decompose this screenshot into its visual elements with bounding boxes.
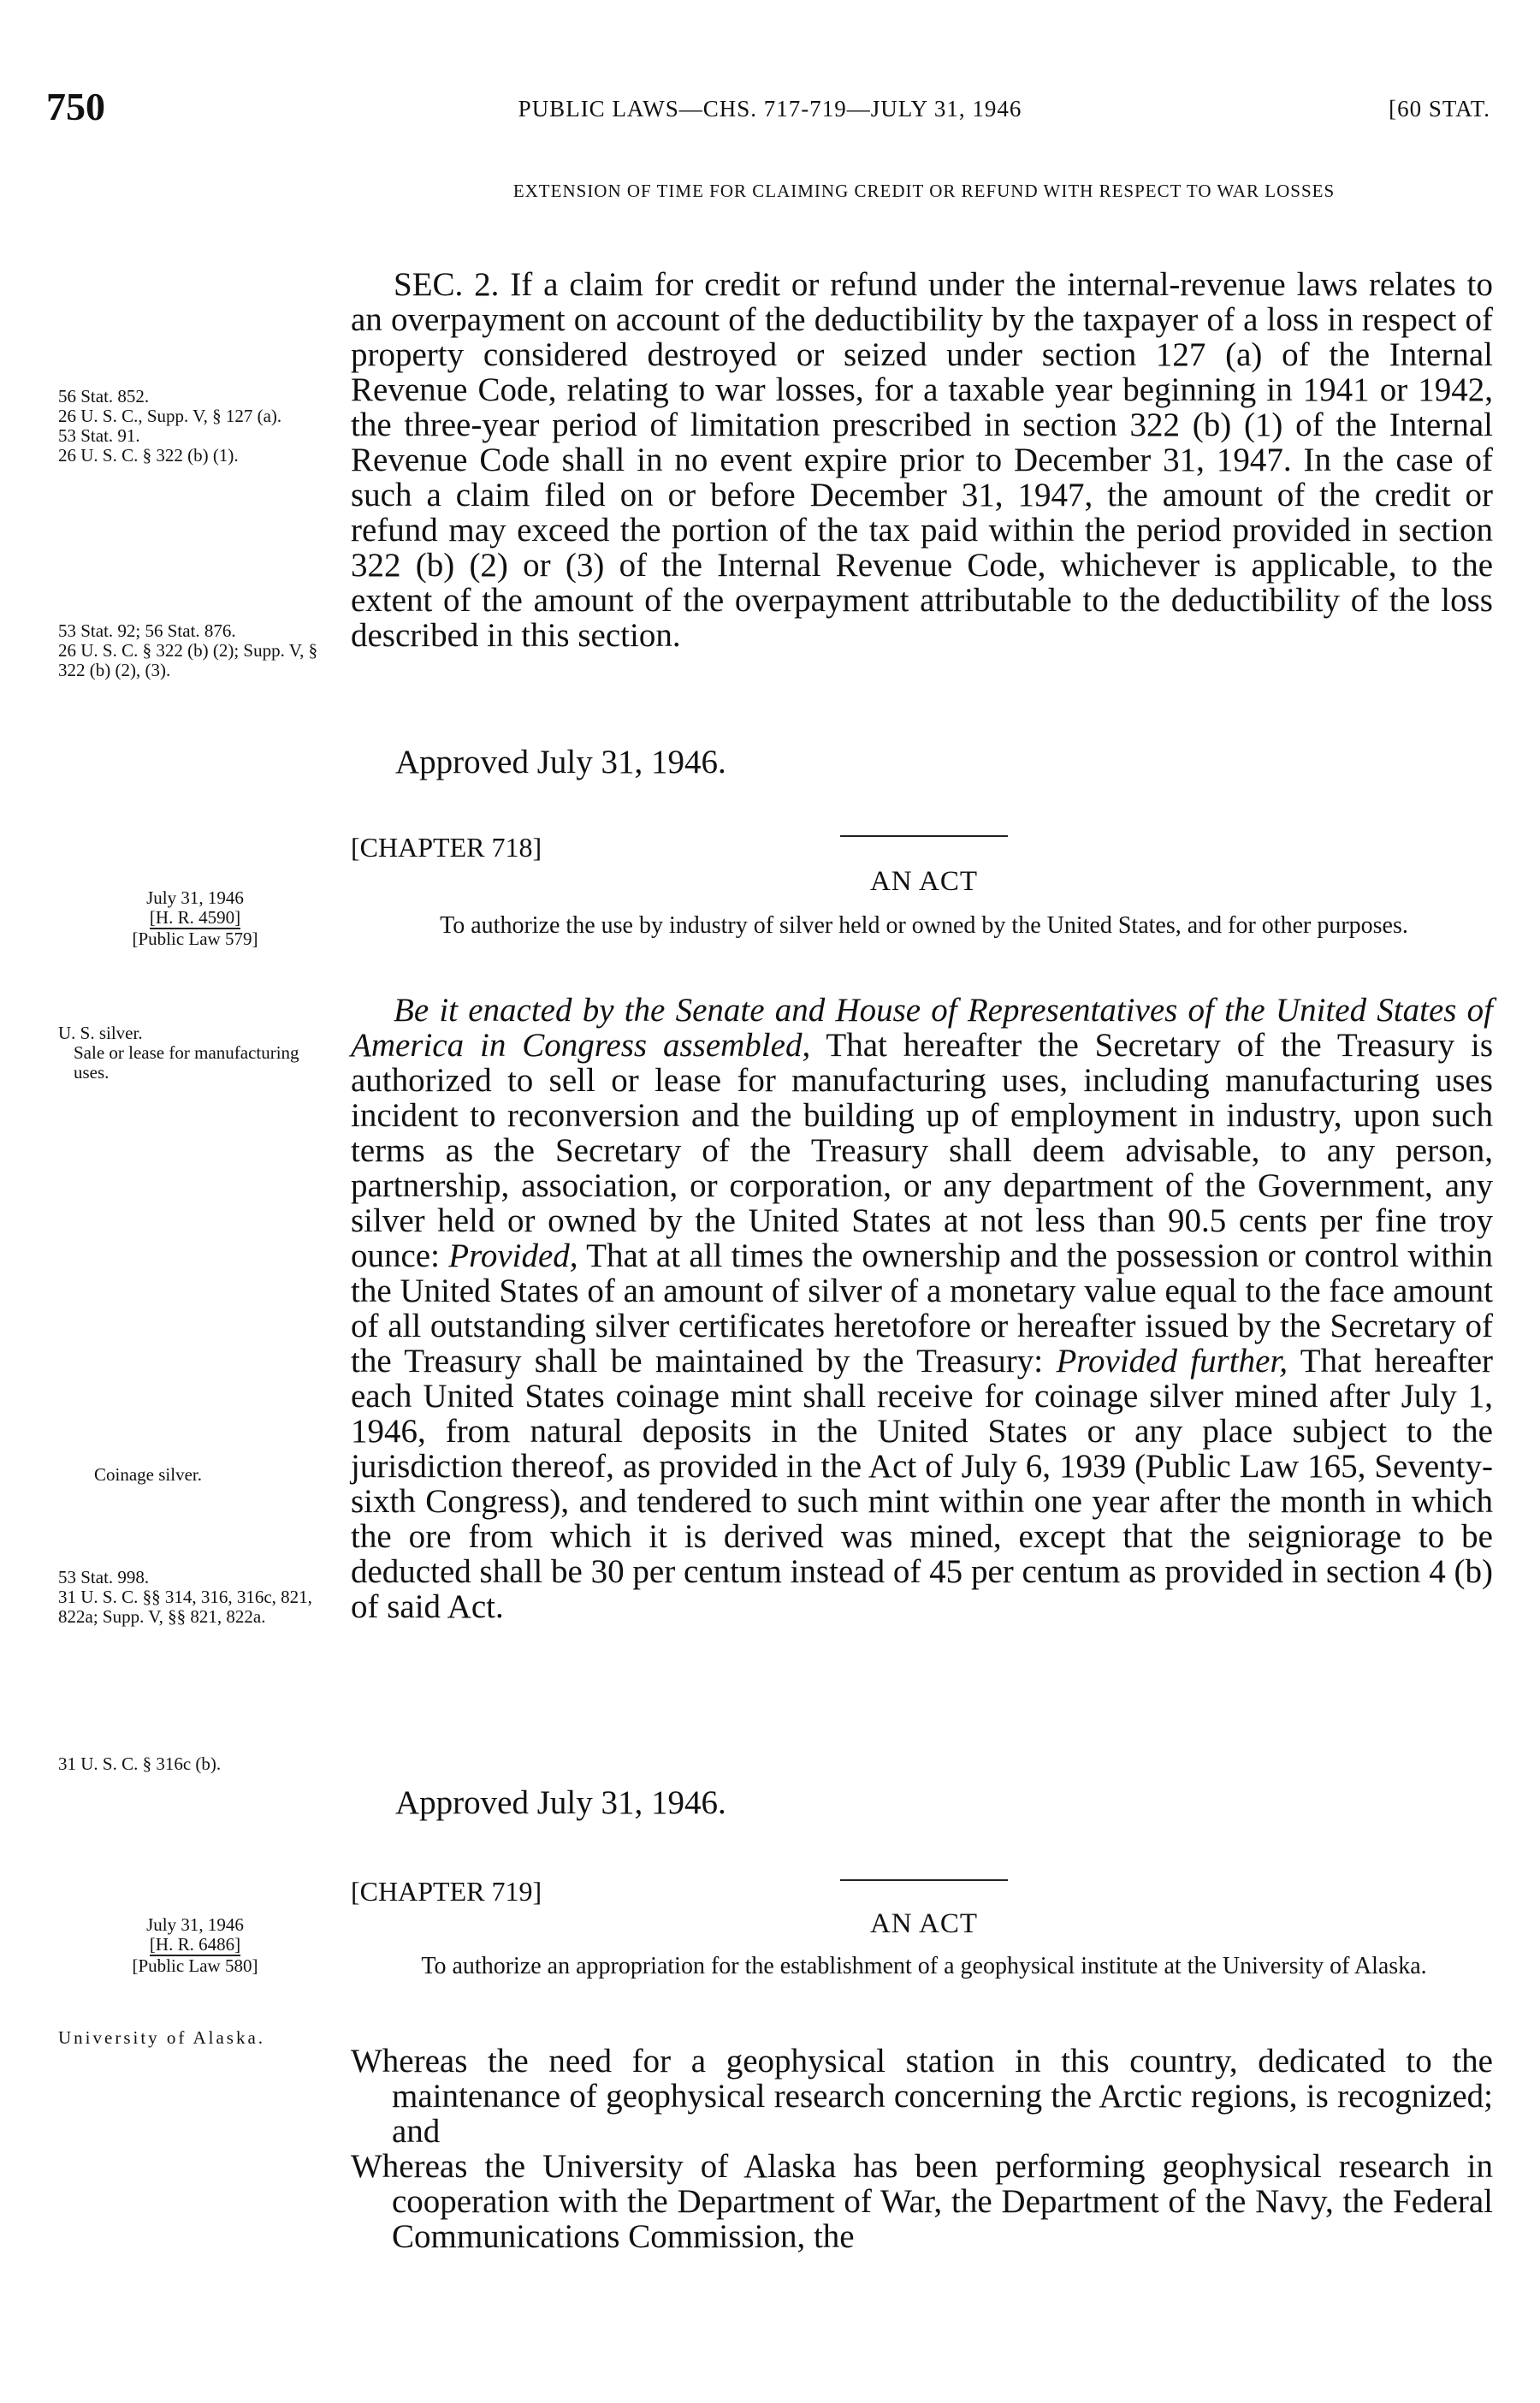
provided-further-clause: Provided further, <box>1056 1343 1288 1380</box>
bill-number: [H. R. 6486] <box>149 1934 241 1955</box>
margin-note: University of Alaska. <box>58 2027 266 2048</box>
margin-note: 53 Stat. 998. <box>58 1567 150 1587</box>
margin-note: 56 Stat. 852. <box>58 386 150 406</box>
section-2-text <box>351 267 1493 653</box>
act-title: To authorize an appropriation for the establishment of a geophysical institute at the University of Alaska. <box>421 1953 1427 1979</box>
margin-note-usc <box>58 1754 332 1774</box>
an-act-heading: AN ACT <box>869 1908 979 1939</box>
chapter-718-text <box>351 993 1493 1624</box>
margin-note: Coinage silver. <box>94 1464 202 1485</box>
act-date: July 31, 1946 <box>146 1914 244 1935</box>
public-law-number: [Public Law 579] <box>132 929 258 949</box>
bill-block-718 <box>58 888 332 949</box>
chapter-718-paragraph <box>351 993 1493 1624</box>
text-part-c: That hereafter each United States coinage mint shall receive for coinage silver mined after July 1, 1946, from natural deposits in the United States or any place subject to the jurisdiction thereof, as provided in the Act of July 6, 1939 (Public Law 165, Seventy-sixth Congress), and tendered to such mint within one year after the month in which the ore from which it is derived was mined, except that the seigniorage to be deducted shall be 30 per centum instead of 45 per centum as provided in section 4 (b) of said Act. <box>351 1343 1494 1625</box>
margin-note: 26 U. S. C. § 322 (b) (2); Supp. V, § 322 (b) (2), (3). <box>58 640 318 680</box>
text-part-b: That at all times the ownership and the possession or control within the United States of an amount of silver of a monetary value equal to the face amount of all outstanding silver certificates heretofore or hereafter issued by the Secretary of the Treasury shall be maintained by the Treasury: <box>351 1237 1493 1380</box>
act-date: July 31, 1946 <box>146 887 244 908</box>
enacting-clause: Be it enacted by the Senate and House of Representatives of the United States of America in Congress assembled, <box>351 992 1493 1064</box>
margin-note-statute <box>58 1568 332 1627</box>
public-law-number: [Public Law 580] <box>132 1955 258 1976</box>
chapter-718-label: [CHAPTER 718] <box>351 832 542 863</box>
margin-note-university <box>58 2028 332 2048</box>
an-act-heading: AN ACT <box>869 866 979 897</box>
margin-note-group-2 <box>58 621 332 680</box>
divider-rule <box>840 1879 1008 1881</box>
margin-note: 26 U. S. C., Supp. V, § 127 (a). <box>58 406 282 426</box>
bill-number: [H. R. 4590] <box>149 907 241 928</box>
whereas-clause: Whereas the University of Alaska has been performing geophysical research in cooperation with the Department of War, the Department of the Navy, the Federal Communications Commission, the <box>351 2148 1493 2255</box>
running-head: PUBLIC LAWS—CHS. 717-719—JULY 31, 1946 <box>518 96 1022 122</box>
margin-note: 31 U. S. C. §§ 314, 316, 316c, 821, 822a; Supp. V, §§ 821, 822a. <box>58 1587 312 1627</box>
divider-rule <box>840 835 1008 837</box>
section-2-paragraph: SEC. 2. If a claim for credit or refund under the internal-revenue laws relates to an overpayment on account of the deductibility by the taxpayer of a loss in respect of property considered destroyed or seized under section 127 (a) of the Internal Revenue Code, relating to war losses, for a taxable year beginning in 1941 or 1942, the three-year period of limitation prescribed in section 322 (b) (1) of the Internal Revenue Code shall in no event expire prior to December 31, 1947. In the case of such a claim filed on or before December 31, 1947, the amount of the credit or refund may exceed the portion of the tax paid within the period provided in section 322 (b) (2) or (3) of the Internal Revenue Code, whichever is applicable, to the extent of the amount of the overpayment attributable to the deductibility of the loss described in this section. <box>351 266 1493 654</box>
chapter-719-label: [CHAPTER 719] <box>351 1876 542 1907</box>
margin-note-silver <box>58 1024 332 1083</box>
margin-note: U. S. silver. <box>58 1023 143 1043</box>
margin-note: 53 Stat. 92; 56 Stat. 876. <box>58 620 236 641</box>
approved-line-1: Approved July 31, 1946. <box>395 744 726 780</box>
margin-note-coinage <box>58 1465 332 1485</box>
text-part-a: That hereafter the Secretary of the Treasury is authorized to sell or lease for manufacturing uses, including manufacturing uses incident to reconversion and the building up of employment in industry, upon such terms as the Secretary of the Treasury shall deem advisable, to any person, partnership, association, or corporation, or any department of the Government, any silver held or owned by the United States at not less than 90.5 cents per fine troy ounce: <box>351 1027 1494 1274</box>
bill-block-719 <box>58 1915 332 1976</box>
approved-line-2: Approved July 31, 1946. <box>395 1784 726 1821</box>
act-title: To authorize the use by industry of silver held or owned by the United States, and for other purposes. <box>440 912 1408 939</box>
section-subheading: EXTENSION OF TIME FOR CLAIMING CREDIT OR REFUND WITH RESPECT TO WAR LOSSES <box>512 181 1336 201</box>
provided-clause: Provided, <box>448 1237 578 1274</box>
margin-note: 26 U. S. C. § 322 (b) (1). <box>58 445 239 466</box>
margin-note: 53 Stat. 91. <box>58 425 140 446</box>
chapter-719-text <box>351 2044 1493 2254</box>
whereas-clause: Whereas the need for a geophysical station in this country, dedicated to the maintenance of geophysical research concerning the Arctic regions, is recognized; and <box>351 2043 1493 2150</box>
margin-note: 31 U. S. C. § 316c (b). <box>58 1753 222 1774</box>
margin-note-group-1 <box>58 387 332 466</box>
margin-note: Sale or lease for manufacturing uses. <box>74 1042 299 1083</box>
page-number: 750 <box>46 85 105 128</box>
statute-volume: [60 STAT. <box>1389 96 1490 122</box>
